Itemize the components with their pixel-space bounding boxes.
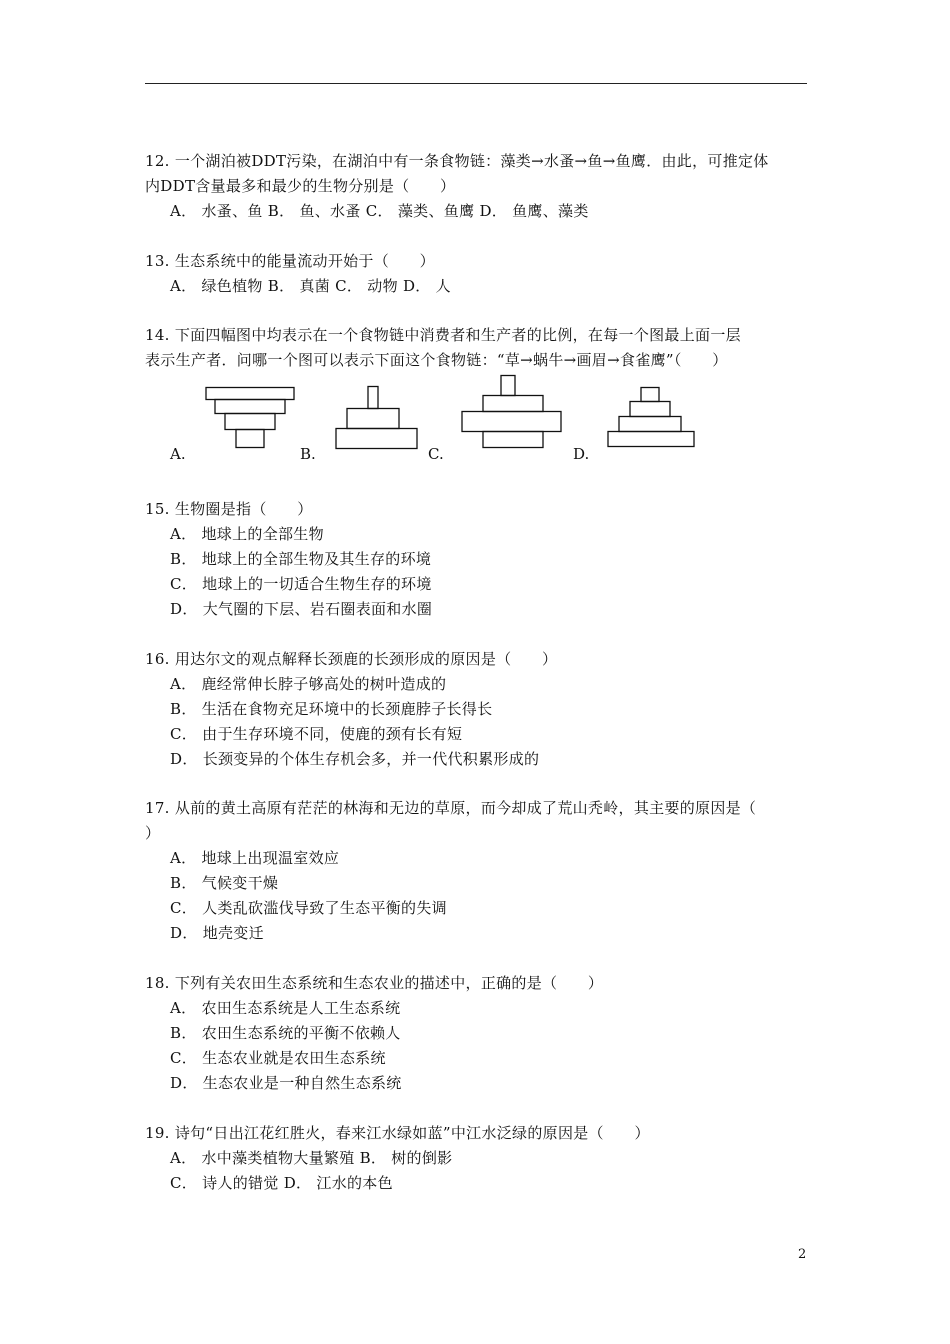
q19-options-line1: A． 水中藻类植物大量繁殖 B． 树的倒影 bbox=[170, 1149, 453, 1167]
q19-stem: 19. 诗句“日出江花红胜火，春来江水绿如蓝”中江水泛绿的原因是（ ） bbox=[145, 1124, 650, 1142]
q14-stem-line2: 表示生产者．问哪一个图可以表示下面这个食物链：“草→蜗牛→画眉→食雀鹰”（ ） bbox=[145, 351, 728, 369]
q17-option-d: D． 地壳变迁 bbox=[170, 924, 264, 942]
q17-stem-line2: ） bbox=[145, 824, 161, 842]
q18-option-d: D． 生态农业是一种自然生态系统 bbox=[170, 1074, 402, 1092]
diagram-b-label: B. bbox=[300, 445, 316, 463]
q17-option-a: A． 地球上出现温室效应 bbox=[170, 849, 340, 867]
q19-options-line2: C． 诗人的错觉 D． 江水的本色 bbox=[170, 1174, 393, 1192]
pyramid-diagram-a bbox=[200, 383, 300, 451]
pyramid-diagram-d bbox=[603, 383, 699, 451]
diagram-a-label: A. bbox=[170, 445, 186, 463]
q15-option-d: D． 大气圈的下层、岩石圈表面和水圈 bbox=[170, 600, 433, 618]
q17-option-b: B． 气候变干燥 bbox=[170, 874, 279, 892]
q15-option-c: C． 地球上的一切适合生物生存的环境 bbox=[170, 575, 432, 593]
header-rule bbox=[145, 83, 807, 84]
q18-option-c: C． 生态农业就是农田生态系统 bbox=[170, 1049, 386, 1067]
q16-option-b: B． 生活在食物充足环境中的长颈鹿脖子长得长 bbox=[170, 700, 493, 718]
q18-option-b: B． 农田生态系统的平衡不依赖人 bbox=[170, 1024, 401, 1042]
q16-option-d: D． 长颈变异的个体生存机会多，并一代代积累形成的 bbox=[170, 750, 540, 768]
q13-options: A． 绿色植物 B． 真菌 C． 动物 D． 人 bbox=[170, 277, 451, 295]
q16-option-c: C． 由于生存环境不同，使鹿的颈有长有短 bbox=[170, 725, 463, 743]
q18-stem: 18. 下列有关农田生态系统和生态农业的描述中，正确的是（ ） bbox=[145, 974, 604, 992]
pyramid-diagram-c bbox=[458, 371, 568, 451]
q13-stem: 13. 生态系统中的能量流动开始于（ ） bbox=[145, 252, 435, 270]
q12-stem-line1: 12. 一个湖泊被DDT污染，在湖泊中有一条食物链：藻类→水蚤→鱼→鱼鹰．由此，可推定体 bbox=[145, 152, 769, 170]
q15-option-b: B． 地球上的全部生物及其生存的环境 bbox=[170, 550, 432, 568]
q12-stem-line2: 内DDT含量最多和最少的生物分别是（ ） bbox=[145, 177, 456, 195]
q15-stem: 15. 生物圈是指（ ） bbox=[145, 500, 313, 518]
q16-option-a: A． 鹿经常伸长脖子够高处的树叶造成的 bbox=[170, 675, 447, 693]
q18-option-a: A． 农田生态系统是人工生态系统 bbox=[170, 999, 401, 1017]
q16-stem: 16. 用达尔文的观点解释长颈鹿的长颈形成的原因是（ ） bbox=[145, 650, 558, 668]
q12-options: A． 水蚤、鱼 B． 鱼、水蚤 C． 藻类、鱼鹰 D． 鱼鹰、藻类 bbox=[170, 202, 589, 220]
q14-stem-line1: 14. 下面四幅图中均表示在一个食物链中消费者和生产者的比例，在每一个图最上面一层 bbox=[145, 326, 741, 344]
diagram-c-label: C. bbox=[428, 445, 444, 463]
q17-option-c: C． 人类乱砍滥伐导致了生态平衡的失调 bbox=[170, 899, 447, 917]
q15-option-a: A． 地球上的全部生物 bbox=[170, 525, 324, 543]
q17-stem-line1: 17. 从前的黄土高原有茫茫的林海和无边的草原，而今却成了荒山秃岭，其主要的原因是（ bbox=[145, 799, 757, 817]
page-number: 2 bbox=[798, 1247, 807, 1262]
pyramid-diagram-b bbox=[330, 383, 422, 451]
diagram-d-label: D. bbox=[573, 445, 590, 463]
